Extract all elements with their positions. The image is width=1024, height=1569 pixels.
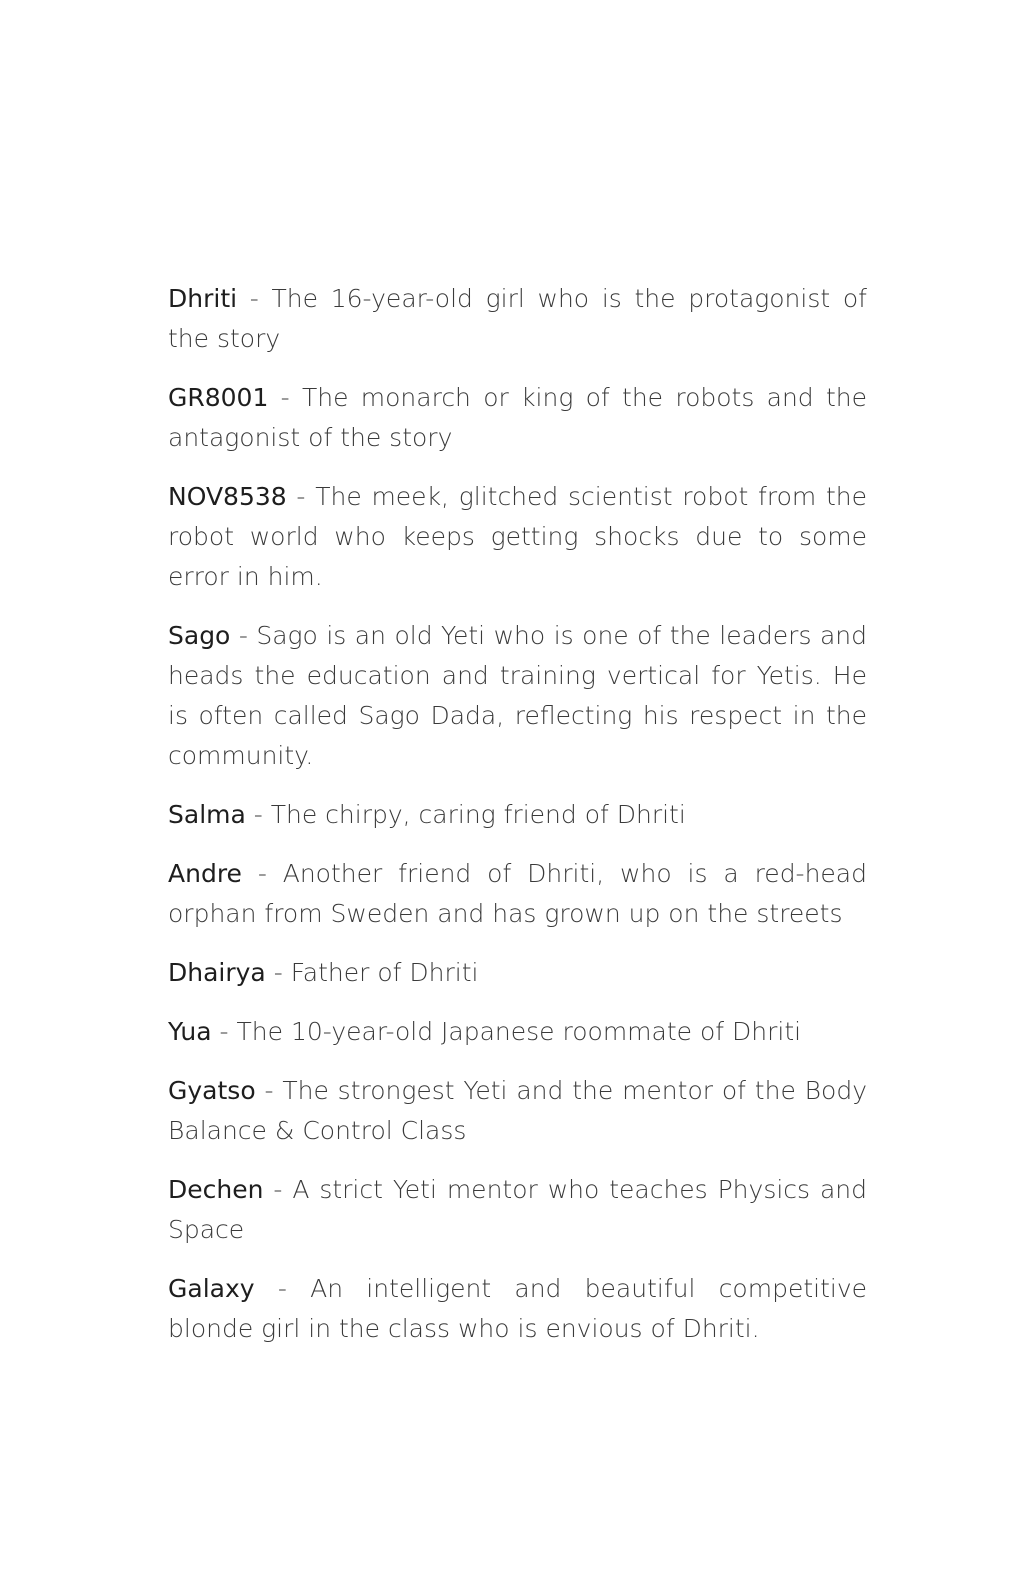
character-name: Salma bbox=[168, 800, 246, 829]
character-name: Dhairya bbox=[168, 958, 266, 987]
name-separator: - bbox=[265, 958, 291, 987]
character-description: Another friend of Dhriti, who is a red-head orphan from Sweden and has grown up on the streets bbox=[168, 859, 867, 928]
name-separator: - bbox=[254, 1274, 311, 1303]
character-name: GR8001 bbox=[168, 383, 269, 412]
character-entry-sago bbox=[168, 616, 867, 776]
character-description: The 16-year-old girl who is the protagonist of the story bbox=[168, 284, 867, 353]
character-entry-dhriti bbox=[168, 279, 867, 359]
name-separator: - bbox=[286, 482, 316, 511]
character-description: The monarch or king of the robots and the antagonist of the story bbox=[168, 383, 867, 452]
character-list bbox=[168, 279, 867, 1368]
character-name: NOV8538 bbox=[168, 482, 287, 511]
character-name: Dechen bbox=[168, 1175, 264, 1204]
character-description: The chirpy, caring friend of Dhriti bbox=[270, 800, 686, 829]
name-separator: - bbox=[237, 284, 272, 313]
name-separator: - bbox=[211, 1017, 237, 1046]
character-description: The strongest Yeti and the mentor of the Body Balance & Control Class bbox=[168, 1076, 867, 1145]
character-name: Andre bbox=[168, 859, 242, 888]
name-separator: - bbox=[245, 800, 271, 829]
character-entry-salma bbox=[168, 795, 867, 835]
name-separator: - bbox=[241, 859, 283, 888]
character-entry-dechen bbox=[168, 1170, 867, 1250]
character-entry-dhairya bbox=[168, 953, 867, 993]
character-name: Galaxy bbox=[168, 1274, 255, 1303]
character-entry-yua bbox=[168, 1012, 867, 1052]
character-entry-galaxy bbox=[168, 1269, 867, 1349]
name-separator: - bbox=[268, 383, 302, 412]
name-separator: - bbox=[230, 621, 257, 650]
character-description: The 10-year-old Japanese roommate of Dhriti bbox=[236, 1017, 802, 1046]
character-name: Yua bbox=[168, 1017, 212, 1046]
character-description: A strict Yeti mentor who teaches Physics and Space bbox=[168, 1175, 868, 1244]
character-entry-gyatso bbox=[168, 1071, 867, 1151]
character-description: The meek, glitched scientist robot from the robot world who keeps getting shocks due to some error in him. bbox=[168, 482, 867, 591]
name-separator: - bbox=[255, 1076, 283, 1105]
name-separator: - bbox=[263, 1175, 293, 1204]
character-name: Gyatso bbox=[168, 1076, 256, 1105]
character-entry-andre bbox=[168, 854, 867, 934]
character-name: Sago bbox=[168, 621, 231, 650]
character-description: Sago is an old Yeti who is one of the leaders and heads the education and training vertical for Yetis. He is often called Sago Dada, reflecting his respect in the community. bbox=[168, 621, 867, 770]
character-description: Father of Dhriti bbox=[290, 958, 479, 987]
character-entry-gr8001 bbox=[168, 378, 867, 458]
character-description: An intelligent and beautiful competitive blonde girl in the class who is envious of Dhriti. bbox=[168, 1274, 867, 1343]
character-entry-nov8538 bbox=[168, 477, 867, 597]
character-name: Dhriti bbox=[168, 284, 238, 313]
